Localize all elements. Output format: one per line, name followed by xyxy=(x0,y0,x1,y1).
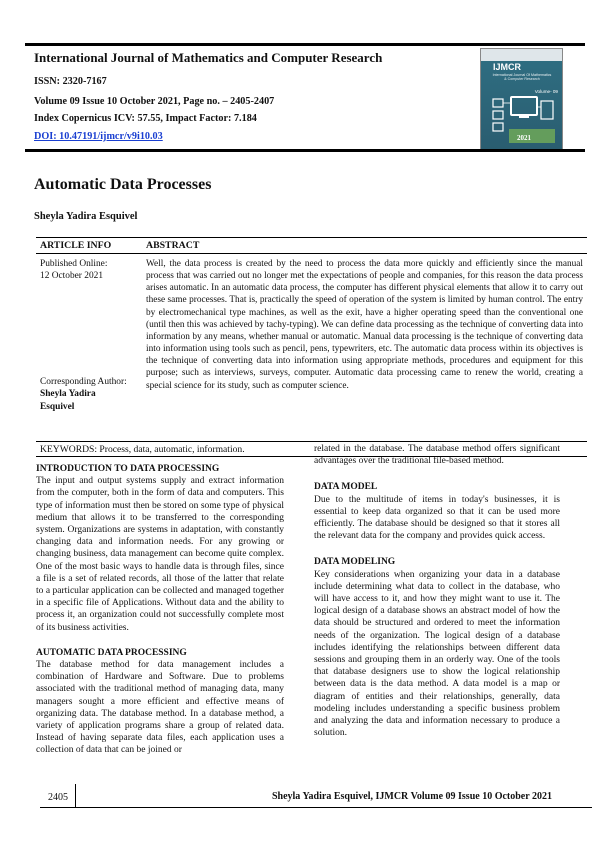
section-text-automatic: The database method for data management includes a combination of Hardware and Software. Due to problems associated with the traditional method of managing data, many managers sought a more efficient and effective means of organizing data. The database method. In a database method, a variety of application programs share a group of related data. Instead of having separate data files, each application uses a collection of data that can be joined or xyxy=(36,660,284,756)
table-top-rule xyxy=(36,237,587,238)
section-text-data-model: Due to the multitude of items in today's businesses, it is essential to keep data organized so that it can be used more efficiently. The database should be designed so that it stores all the relevant data for the company and provides quick access. xyxy=(314,494,560,542)
cover-subtitle: International Journal Of Mathematics & Computer Research xyxy=(492,73,552,82)
section-text-automatic-cont: related in the database. The database method offers significant advantages over the traditional file-based method. xyxy=(314,444,560,467)
published-date: 12 October 2021 xyxy=(40,271,104,281)
right-column xyxy=(314,443,560,739)
keywords: KEYWORDS: Process, data, automatic, information. xyxy=(40,444,245,455)
cover-volume: Volume- 09 xyxy=(534,89,558,94)
cover-logo: IJMCR xyxy=(493,62,522,72)
header-rule xyxy=(25,149,585,152)
published-label: Published Online: xyxy=(40,259,108,269)
corresponding-name-line2: Esquivel xyxy=(40,402,75,412)
issn: ISSN: 2320-7167 xyxy=(34,76,107,87)
volume-line: Volume 09 Issue 10 October 2021, Page no. – 2405-2407 xyxy=(34,96,275,107)
index-line: Index Copernicus ICV: 57.55, Impact Factor: 7.184 xyxy=(34,113,257,124)
article-info-header: ARTICLE INFO xyxy=(40,240,112,251)
page-number: 2405 xyxy=(48,792,68,803)
section-heading-intro: INTRODUCTION TO DATA PROCESSING xyxy=(36,464,220,474)
footer-citation: Sheyla Yadira Esquivel, IJMCR Volume 09 Issue 10 October 2021 xyxy=(271,791,552,802)
doi-link[interactable]: DOI: 10.47191/ijmcr/v9i10.03 xyxy=(34,131,163,142)
article-author: Sheyla Yadira Esquivel xyxy=(34,211,138,222)
keywords-top-rule xyxy=(36,441,587,442)
section-heading-data-model: DATA MODEL xyxy=(314,482,378,493)
section-heading-data-modeling: DATA MODELING xyxy=(314,557,396,568)
corresponding-label: Corresponding Author: xyxy=(40,377,127,387)
left-column xyxy=(36,463,284,757)
footer-divider xyxy=(75,784,76,807)
cover-year: 2021 xyxy=(517,134,531,142)
journal-title: International Journal of Mathematics and Computer Research xyxy=(34,50,383,65)
corresponding-name-line1: Sheyla Yadira xyxy=(40,389,96,399)
footer-rule xyxy=(40,807,592,808)
abstract-header: ABSTRACT xyxy=(146,240,200,251)
article-title: Automatic Data Processes xyxy=(34,176,212,193)
table-header-rule xyxy=(36,253,587,254)
section-text-data-modeling: Key considerations when organizing your data in a database include determining what data to collect in the database, who will have access to it, and how they might want to use it. The logical design of a database shows an abstract model of how the data should be structured and ordered to meet the information needs of the organization. The logical design of a database includes identifying the relationships between different data sessions and grouping them in an orderly way. One of the tools that database designers use to show the logical relationship between data is the data method. A data model is a map or diagram of entities and their relationships, generally, data modeling includes understanding a specific business problem and analyzing the data and information necessary to produce a solution. xyxy=(314,569,560,739)
journal-cover-image xyxy=(480,48,563,150)
section-heading-automatic: AUTOMATIC DATA PROCESSING xyxy=(36,647,187,658)
top-rule xyxy=(25,43,585,46)
section-text-intro: The input and output systems supply and extract information from the computer, both in the form of data and computers. This type of information must then be stored on some type of physical medium that allows it to be transferred to the corresponding system. Organizations are systems in adaptation, with constantly changing data and information needs. For any growing or changing business, data management can become quite complex. One of the most basic ways to handle data is through files, since a file is a set of related records, all those of the latter that relate to a particular application can be collected and managed together in a specific file of Applications. Without data and the ability to process it, an organization could not successfully complete most of its business activities. xyxy=(36,476,284,633)
abstract-text: Well, the data process is created by the need to process the data more quickly and efficiently since the manual process that was carried out no longer met the expectations of people and companies, for this reason the data process arises automatic. In an automatic data process, the computer has different physical elements that allow it to carry out these same processes. That is, practically the speed of operation of the system is limited by human control. The entry by electromechanical type machines, as well as the exit, have a higher operating speed than the conventional one (until then this was achieved by tachy-typing). We can define data processing as the technique of converting data into information by any means, whether manual or automatic. Manual data processing is the technique of converting data into information using tools such as pencil, pens, typewriters, etc. The automatic data process within its objectives is the technique of converting data into information using appropriate methods, procedures and equipment for this purpose; such as interviews, surveys, computer. Automatic data processing came to renew the world, creating a special science for its study, such as computer science. xyxy=(146,259,583,391)
